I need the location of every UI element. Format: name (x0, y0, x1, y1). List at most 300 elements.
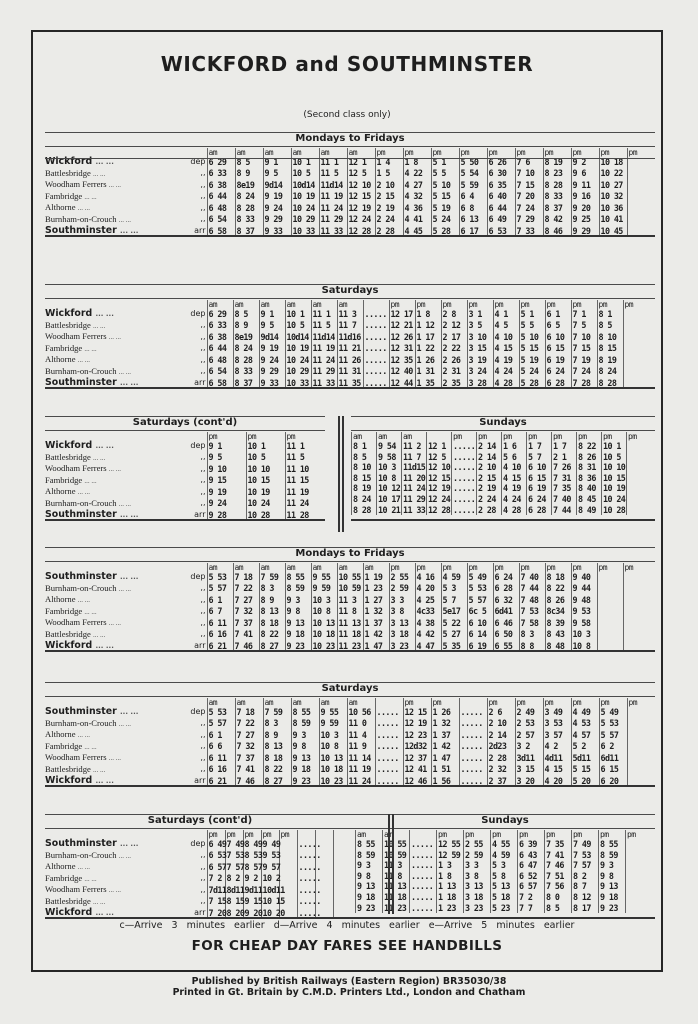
ampm-label (315, 830, 333, 839)
column-divider (392, 814, 394, 914)
table-row (45, 752, 655, 764)
section-heading: Sundays (481, 815, 529, 826)
time-cell: 11 19 (285, 486, 324, 498)
section-heading: Saturdays (cont'd) (132, 417, 238, 428)
ampm-label: am (363, 563, 389, 572)
dep-arr-marker: ,, (200, 896, 206, 906)
dep-arr-marker: ,, (200, 729, 206, 739)
time-cell: ..... (459, 776, 487, 787)
time-cell: 11 7 (402, 452, 427, 463)
table-row (45, 202, 655, 214)
table-row (45, 839, 351, 850)
time-cell (597, 629, 623, 641)
time-cell: 7 6 (515, 157, 543, 168)
time-cell (623, 583, 649, 595)
time-cell: 6 29 (207, 157, 235, 168)
time-cell: 9 33 (259, 378, 285, 389)
station-name: Southminster (45, 838, 117, 849)
time-cell: ..... (363, 320, 389, 332)
leader-dots: ... ... (120, 573, 139, 581)
time-cell: 9 40 (571, 572, 597, 583)
time-cell: 5 23 (491, 903, 518, 914)
ampm-label: am (207, 148, 235, 157)
time-cell: 5 1 (519, 309, 545, 320)
ampm-label: am (285, 563, 311, 572)
time-cell: 12 5 (427, 452, 452, 463)
time-cell: 9 29 (263, 214, 291, 226)
station-name: Wickford (45, 440, 93, 451)
time-cell: 8 22 (259, 629, 285, 641)
time-cell: 8 28 (352, 505, 377, 516)
time-cell: 10 59 (383, 850, 410, 861)
time-cell: 5 57 (207, 583, 233, 595)
ampm-label: pm (452, 432, 477, 441)
time-cell: 4 59 (491, 850, 518, 861)
time-cell: 5 49 (467, 572, 493, 583)
ampm-label: am (377, 432, 402, 441)
time-cell: 7 18 (235, 707, 263, 718)
time-cell: 8 9 (233, 320, 259, 332)
station-name: Fambridge (45, 872, 83, 883)
time-cell: 2 15 (477, 473, 502, 484)
station-name: Wickford (45, 308, 93, 319)
time-cell (627, 494, 652, 505)
ampm-label (297, 830, 315, 839)
station-cell (45, 839, 189, 850)
time-cell: 2 24 (477, 494, 502, 505)
time-cell: 9 24 (207, 498, 246, 510)
time-cell: 5 3 (491, 860, 518, 871)
ampm-label: am (259, 563, 285, 572)
table-row (352, 494, 652, 505)
station-cell (45, 202, 189, 214)
time-cell (597, 583, 623, 595)
ampm-label: am (291, 698, 319, 707)
time-cell: 2 28 (375, 226, 403, 237)
time-cell: 8 33 (543, 191, 571, 203)
time-cell: 9 18 (285, 629, 311, 641)
ampm-label: pm (626, 830, 653, 839)
time-cell: 2 37 (487, 776, 515, 787)
time-cell: 4 20 (415, 583, 441, 595)
time-cell: 8 15 (226, 896, 245, 907)
time-cell: 9 5 (263, 168, 291, 180)
time-cell: 8 28 (543, 179, 571, 191)
ampm-label: am (356, 830, 383, 839)
time-cell: 6 10 (467, 617, 493, 629)
time-cell: 10d11 (262, 884, 285, 895)
leader-dots: ... ... (120, 226, 139, 235)
time-cell: 8 0 (545, 892, 572, 903)
time-cell: 2 53 (515, 718, 543, 730)
dep-arr-marker: ,, (200, 752, 206, 762)
time-cell: 8 28 (235, 202, 263, 214)
time-cell: ..... (298, 907, 321, 918)
time-cell: 9 18 (599, 892, 626, 903)
ampm-label: pm (243, 830, 261, 839)
table-row (352, 441, 652, 452)
time-cell: 2 15 (375, 191, 403, 203)
time-cell: 7 35 (545, 839, 572, 850)
time-cell: 2 14 (477, 441, 502, 452)
ampm-label: am (319, 698, 347, 707)
time-cell: ..... (363, 331, 389, 343)
ampm-label: pm (437, 830, 464, 839)
station-cell (45, 486, 189, 498)
time-cell (623, 594, 649, 606)
time-cell: 5 53 (467, 583, 493, 595)
leader-dots: ... ... (92, 321, 106, 330)
time-cell (279, 839, 297, 850)
station-name: Wickford (45, 156, 93, 167)
time-cell: 9 13 (356, 881, 383, 892)
time-cell: 8 27 (263, 776, 291, 787)
ampm-label: pm (543, 148, 571, 157)
time-cell: 11 33 (311, 378, 337, 389)
time-cell: 6 21 (207, 641, 233, 652)
time-cell: 5 28 (519, 378, 545, 389)
leader-dots: ... ... (108, 465, 122, 474)
time-cell: 9d14 (263, 179, 291, 191)
time-cell: 8 20 (226, 907, 245, 918)
timetable-block (45, 563, 649, 651)
time-cell: 1 32 (431, 718, 459, 730)
time-cell: 6 28 (545, 378, 571, 389)
station-cell (45, 452, 189, 464)
ampm-row (45, 563, 649, 572)
time-cell: 6 53 (208, 850, 227, 861)
timetable-block (45, 830, 351, 918)
time-cell: 8 28 (597, 378, 623, 389)
time-cell: 7 49 (572, 839, 599, 850)
dep-arr-marker: ,, (200, 179, 206, 189)
time-cell: 8 9 (235, 168, 263, 180)
time-cell: 7 5 (571, 320, 597, 332)
ampm-label: pm (415, 563, 441, 572)
time-cell: 2 35 (441, 378, 467, 389)
time-cell: 8 12 (572, 892, 599, 903)
leader-dots: ... ... (95, 776, 114, 785)
time-cell: 2 24 (375, 214, 403, 226)
dep-arr-marker: ,, (200, 718, 206, 728)
time-cell: 6 30 (487, 168, 515, 180)
time-cell: 9 25 (571, 214, 599, 226)
time-cell: 8 17 (572, 903, 599, 914)
leader-dots: ... ... (120, 510, 139, 519)
time-cell: 3 8 (389, 606, 415, 618)
time-cell: 4 10 (493, 331, 519, 343)
time-cell: 9 20 (244, 907, 263, 918)
dep-arr-marker: ,, (200, 617, 206, 627)
ampm-label: am (337, 563, 363, 572)
time-cell: 12 24 (347, 214, 375, 226)
time-cell: 1 13 (437, 881, 464, 892)
publisher-line: Published by British Railways (Eastern Region) BR35030/38 (191, 976, 507, 987)
ampm-label: pm (491, 830, 518, 839)
time-cell: 12 41 (403, 764, 431, 776)
time-cell: 9 49 (262, 839, 281, 849)
time-cell: 5 10 (431, 179, 459, 191)
time-cell: 7 10 (515, 168, 543, 180)
time-cell: 10 15 (262, 896, 285, 907)
ampm-label: am (207, 698, 235, 707)
station-name: Southminster (45, 571, 117, 582)
time-cell: 10 1 (602, 441, 627, 452)
time-cell (626, 839, 653, 850)
leader-dots: ... ... (95, 310, 114, 318)
time-cell: 3 15 (515, 764, 543, 776)
time-cell: 9 59 (319, 718, 347, 730)
time-cell: 5 57 (207, 718, 235, 730)
station-name: Battlesbridge (45, 451, 91, 462)
time-cell: 5 5 (431, 168, 459, 180)
time-cell (333, 873, 351, 885)
time-cell: 11 0 (347, 718, 375, 730)
ampm-label: pm (415, 300, 441, 309)
time-cell: 2 1 (552, 452, 577, 463)
time-cell: 1 3 (437, 860, 464, 871)
time-cell: 7 19 (571, 354, 597, 366)
time-cell: ..... (453, 483, 476, 494)
time-cell: 11 24 (347, 776, 375, 787)
leader-dots: ... ... (84, 344, 97, 353)
time-cell: 7 48 (519, 594, 545, 606)
time-cell (627, 179, 655, 191)
rule-line (45, 158, 655, 159)
time-cell: 8 3 (519, 629, 545, 641)
time-cell: 12 26 (389, 331, 415, 343)
time-cell (279, 861, 297, 873)
time-cell: 4 57 (571, 729, 599, 741)
table-row (45, 354, 649, 366)
time-cell: 10 1 (246, 441, 285, 452)
table-row (356, 839, 653, 850)
timetable-block (45, 698, 655, 786)
time-cell: 10 20 (262, 907, 285, 918)
timetable-frame (31, 30, 663, 972)
ampm-label: am (319, 148, 347, 157)
ampm-label: pm (487, 148, 515, 157)
time-cell (623, 572, 649, 583)
column-divider (388, 814, 390, 914)
time-cell: 4 53 (571, 718, 599, 730)
time-cell: 3 2 (515, 741, 543, 753)
time-cell: 5 19 (519, 354, 545, 366)
time-cell: 6 50 (493, 629, 519, 641)
time-cell: 8 26 (577, 452, 602, 463)
time-cell: 4 27 (403, 179, 431, 191)
ampm-row (45, 300, 649, 309)
time-cell: 6 52 (518, 871, 545, 882)
station-name: Fambridge (45, 740, 83, 751)
time-cell: 8 18 (545, 572, 571, 583)
rule-line (355, 828, 655, 829)
time-cell: 8 1 (352, 441, 377, 452)
note-e: e—Arrive 5 minutes earlier (428, 920, 575, 931)
station-cell (45, 741, 189, 753)
dep-arr-marker: ,, (200, 202, 206, 212)
time-cell: 5 20 (571, 776, 599, 787)
section-heading: Mondays to Fridays (295, 548, 405, 559)
ampm-label: pm (627, 432, 652, 441)
rule-line (45, 146, 655, 147)
time-cell: 12 10 (428, 462, 451, 473)
ampm-label: pm (597, 563, 623, 572)
time-cell: 6 44 (487, 202, 515, 214)
table-row (352, 505, 652, 516)
leader-dots: ... ... (120, 708, 139, 716)
time-cell: 5 2 (571, 741, 599, 753)
dep-arr-marker: ,, (200, 741, 206, 751)
station-name: Burnham-on-Crouch (45, 849, 117, 860)
ampm-label: pm (627, 148, 655, 157)
station-cell (45, 463, 189, 475)
station-name: Battlesbridge (45, 167, 91, 178)
station-cell (45, 606, 189, 618)
table-row (45, 741, 655, 753)
dep-arr-marker: ,, (200, 884, 206, 894)
time-cell: 11 5 (319, 168, 347, 180)
time-cell: 9 10 (207, 463, 246, 475)
leader-dots: ... ... (92, 630, 106, 639)
dep-arr-marker: ,, (200, 873, 206, 883)
time-cell: 10 13 (311, 617, 337, 629)
time-cell: 8 5 (545, 903, 572, 914)
rule-line (45, 828, 355, 829)
time-cell: 8 48 (545, 641, 571, 652)
time-cell: 8 2 (225, 873, 243, 885)
time-cell: 8 10 (597, 331, 623, 343)
rule-line (45, 547, 655, 548)
leader-dots: ... ... (118, 499, 132, 508)
ampm-label: pm (552, 432, 577, 441)
time-cell: 3 15 (467, 343, 493, 355)
leader-dots: ... ... (77, 731, 90, 740)
dep-arr-marker: ,, (200, 861, 206, 871)
station-cell (45, 861, 189, 873)
time-cell: 11 8 (383, 871, 410, 882)
table-row (45, 366, 649, 378)
time-cell: 12 40 (389, 366, 415, 378)
time-cell: 9 20 (571, 202, 599, 214)
time-cell (623, 343, 649, 355)
timetable-block (45, 148, 655, 236)
rule-line (45, 814, 355, 815)
time-cell: 1 42 (363, 629, 389, 641)
ampm-row (45, 698, 655, 707)
time-cell: 8 24 (597, 366, 623, 378)
leader-dots: ... ... (108, 181, 122, 190)
dep-arr-marker: ,, (200, 320, 206, 330)
ampm-label (410, 830, 437, 839)
time-cell (623, 354, 649, 366)
time-cell: 8d11 (226, 884, 245, 895)
dep-arr-marker: dep (190, 309, 206, 318)
time-cell: 2 10 (375, 179, 403, 191)
rule-line (45, 682, 655, 683)
ampm-label: pm (487, 698, 515, 707)
table-row (356, 850, 653, 861)
time-cell: 3 5 (467, 320, 493, 332)
ampm-label: am (235, 148, 263, 157)
time-cell: 6 5 (545, 320, 571, 332)
time-cell: 12 15 (428, 472, 451, 483)
station-name: Battlesbridge (45, 895, 91, 906)
time-cell (333, 861, 351, 873)
time-cell: 4d11 (543, 752, 571, 764)
time-cell: 9 55 (319, 707, 347, 718)
time-cell: 1 8 (415, 309, 441, 320)
ampm-label: pm (545, 300, 571, 309)
time-cell: 7 15 (208, 896, 227, 907)
time-cell: 6 21 (207, 776, 235, 787)
time-cell (333, 850, 351, 862)
time-cell: 9 28 (207, 510, 246, 521)
time-cell: 11d14 (319, 179, 347, 191)
time-cell: 6 10 (527, 462, 552, 473)
time-cell: 8 49 (577, 505, 602, 516)
timetable-block (355, 830, 653, 913)
time-cell (627, 214, 655, 226)
time-cell: 8 24 (235, 191, 263, 203)
time-cell: 1 26 (415, 354, 441, 366)
time-cell: 1 32 (363, 606, 389, 618)
time-cell (627, 452, 652, 463)
time-cell: 12 21 (389, 320, 415, 332)
time-cell: 6 24 (493, 572, 519, 583)
time-cell: 10 33 (285, 378, 311, 389)
time-cell: 5 5 (519, 320, 545, 332)
time-cell: 6 57 (518, 881, 545, 892)
page-title: WICKFORD and SOUTHMINSTER (160, 52, 534, 76)
time-cell: ..... (453, 451, 476, 462)
time-cell: 8 39 (545, 617, 571, 629)
time-cell: 9 13 (291, 752, 319, 764)
rule-line (351, 430, 655, 431)
time-cell: 7 59 (259, 572, 285, 583)
station-name: Fambridge (45, 474, 83, 485)
time-cell: 7 2 (207, 873, 225, 885)
time-cell: 10 5 (602, 452, 627, 463)
dep-arr-marker: arr (194, 225, 206, 235)
time-cell: 6d41 (493, 606, 519, 618)
time-cell: 11 33 (319, 226, 347, 237)
dep-arr-marker: dep (190, 441, 206, 450)
time-cell: 11 24 (285, 498, 324, 510)
time-cell: 9 18 (356, 892, 383, 903)
time-cell: 6 46 (493, 617, 519, 629)
time-cell: 9 55 (311, 572, 337, 583)
time-cell: 7 29 (515, 214, 543, 226)
time-cell (626, 871, 653, 882)
ampm-label: pm (502, 432, 527, 441)
time-cell: 12 17 (389, 309, 415, 320)
time-cell: 8 46 (543, 226, 571, 237)
time-cell: 9 1 (259, 309, 285, 320)
time-cell: ..... (410, 860, 437, 871)
time-cell: 7 41 (235, 764, 263, 776)
time-cell: 1 42 (431, 741, 459, 753)
table-row (45, 452, 324, 464)
leader-dots: ... ... (92, 169, 106, 178)
time-cell (623, 606, 649, 618)
time-cell: 10 5 (246, 452, 285, 464)
time-cell: 6 35 (487, 179, 515, 191)
time-cell: 8 59 (291, 718, 319, 730)
time-cell: 9 16 (571, 191, 599, 203)
time-cell: 9 48 (571, 594, 597, 606)
time-cell (597, 617, 623, 629)
